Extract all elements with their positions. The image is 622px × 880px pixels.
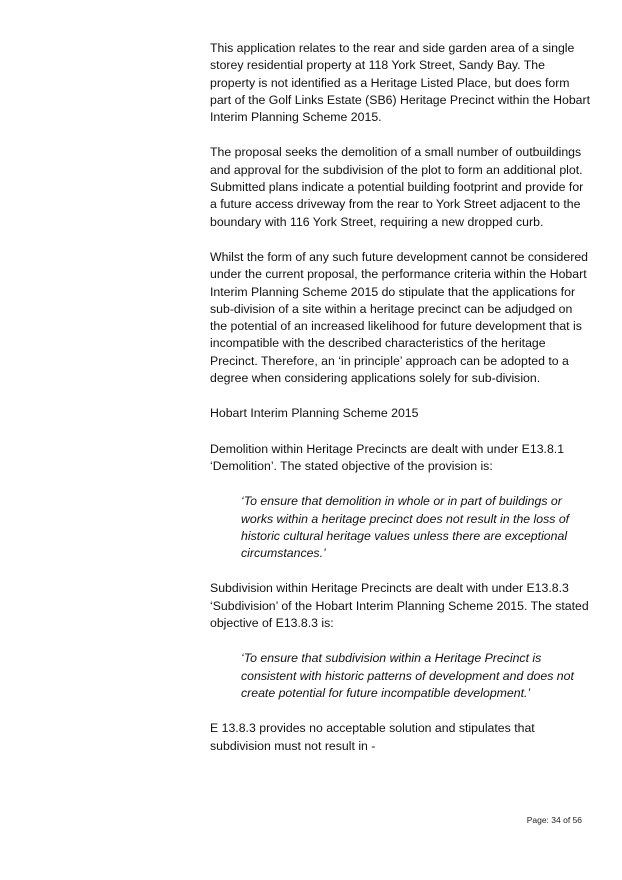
paragraph-performance-criteria: Whilst the form of any such future development cannot be considered under the current proposal, the performance criteria within the Hobart Interim Planning Scheme 2015 do stipulate that the applications for sub-division of a site within a heritage precinct can be adjudged on the potential of an increased likelihood for future development that is incompatible with the described characteristics of the heritage Precinct. Therefore, an ‘in principle’ approach can be adopted to a degree when considering applications solely for sub-division. [210,249,588,386]
page-number: Page: 34 of 56 [526,815,582,825]
paragraph-application-summary: This application relates to the rear and side garden area of a single storey residential property at 118 York Street, Sandy Bay. The property is not identified as a Heritage Listed Place, but does form part of the Golf Links Estate (SB6) Heritage Precinct within the Hobart Interim Planning Scheme 2015. [210,41,591,125]
paragraph-subdivision-intro: Subdivision within Heritage Precincts are dealt with under E13.8.3 ‘Subdivision’ of the Hobart Interim Planning Scheme 2015. The stated objective of E13.8.3 is: [210,581,589,631]
section-heading-planning-scheme: Hobart Interim Planning Scheme 2015 [210,406,419,421]
paragraph-e13-8-3: E 13.8.3 provides no acceptable solution and stipulates that subdivision must not result in - [210,721,535,753]
quote-demolition-objective: ‘To ensure that demolition in whole or in part of buildings or works within a heritage precinct does not result in the loss of historic cultural heritage values unless there are exceptional circumstances.’ [241,494,570,561]
paragraph-demolition-intro: Demolition within Heritage Precincts are dealt with under E13.8.1 ‘Demolition’. The stated objective of the provision is: [210,441,565,473]
paragraph-proposal: The proposal seeks the demolition of a small number of outbuildings and approval for the subdivision of the plot to form an additional plot. Submitted plans indicate a potential building footprint and provide for a future access driveway from the rear to York Street adjacent to the boundary with 116 York Street, requiring a new dropped curb. [210,145,584,229]
document-body [210,40,590,773]
quote-subdivision-objective: ‘To ensure that subdivision within a Heritage Precinct is consistent with historic patterns of development and does not create potential for future incompatible development.’ [241,651,574,700]
